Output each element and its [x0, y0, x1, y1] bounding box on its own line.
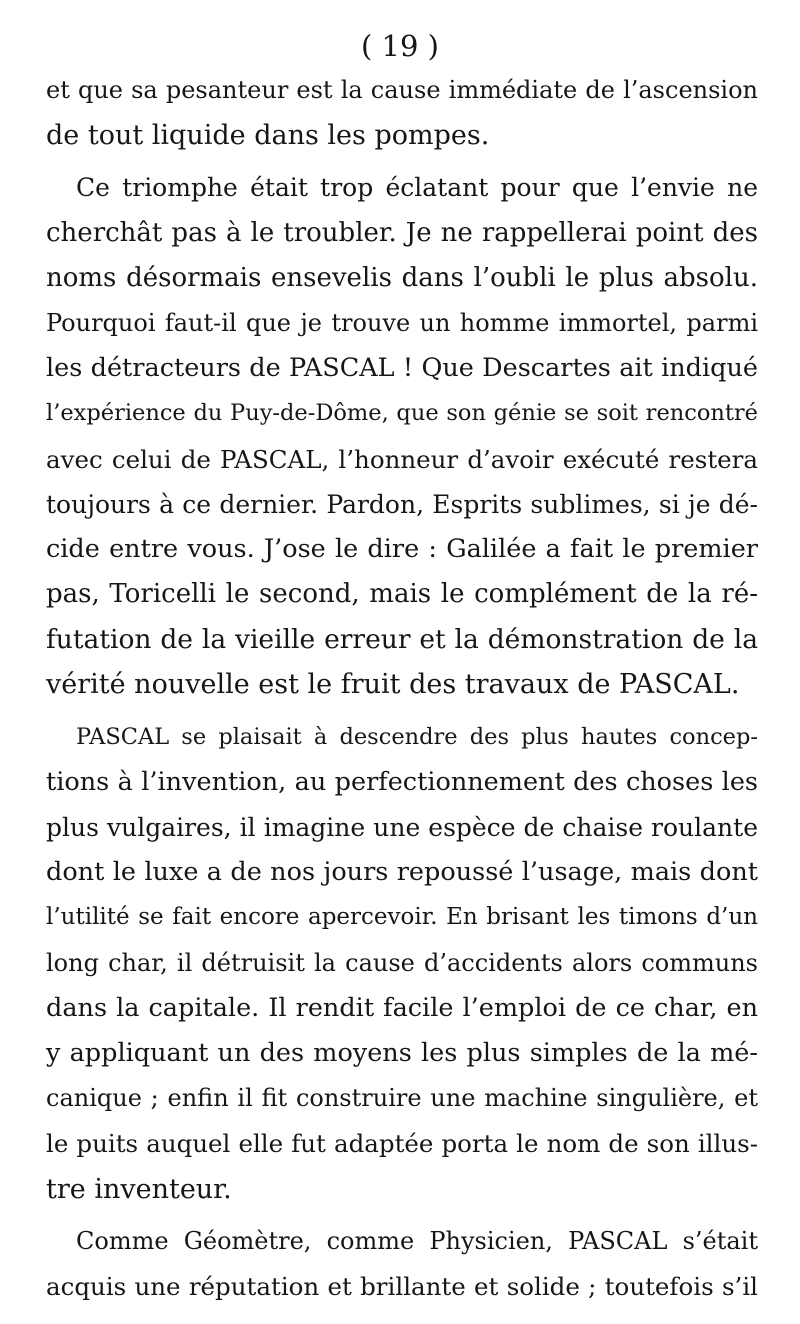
paragraph-4: [46, 1219, 758, 1309]
text-line: cherchât pas à le troubler. Je ne rappellerai point des: [46, 217, 758, 248]
text-line: futation de la vieille erreur et la démonstration de la: [46, 624, 758, 656]
text-line: noms désormais ensevelis dans l’oubli le plus absolu.: [46, 262, 758, 293]
paragraph-3: [46, 715, 758, 1212]
text-line: tions à l’invention, au perfectionnement des choses les: [46, 766, 758, 797]
text-line: plus vulgaires, il imagine une espèce de chaise roulante: [46, 813, 758, 842]
text-line: canique ; enfin il fit construire une machine singulière, et: [46, 1084, 758, 1113]
text-line: y appliquant un des moyens les plus simples de la mé-: [46, 1037, 758, 1068]
text-line: avec celui de PASCAL, l’honneur d’avoir exécuté restera: [46, 444, 758, 474]
text-line: le puits auquel elle fut adaptée porta le nom de son illus-: [46, 1129, 758, 1159]
text-line: tre inventeur.: [46, 1173, 232, 1205]
text-line: les détracteurs de PASCAL ! Que Descartes ait indiqué: [46, 353, 758, 384]
body-text: [46, 68, 758, 1309]
paragraph-1: [46, 68, 758, 158]
page-number: ( 19 ): [361, 29, 439, 63]
text-line: long char, il détruisit la cause d’accidents alors communs: [46, 948, 758, 977]
text-line: toujours à ce dernier. Pardon, Esprits sublimes, si je dé-: [46, 489, 758, 519]
text-line: de tout liquide dans les pompes.: [46, 120, 490, 152]
text-line: PASCAL se plaisait à descendre des plus hautes concep-: [76, 723, 758, 750]
text-line: l’utilité se fait encore apercevoir. En brisant les timons d’un: [46, 904, 758, 931]
text-line: vérité nouvelle est le fruit des travaux de PASCAL.: [46, 669, 740, 701]
text-line: acquis une réputation et brillante et solide ; toutefois s’il: [46, 1271, 758, 1301]
text-line: dans la capitale. Il rendit facile l’emploi de ce char, en: [46, 992, 758, 1023]
text-line: Pourquoi faut-il que je trouve un homme immortel, parmi: [46, 308, 758, 337]
text-line: cide entre vous. J’ose le dire : Galilée a fait le premier: [46, 533, 758, 564]
text-line: pas, Toricelli le second, mais le complément de la ré-: [46, 579, 758, 610]
text-line: Comme Géomètre, comme Physicien, PASCAL s’était: [76, 1226, 758, 1255]
text-line: Ce triomphe était trop éclatant pour que l’envie ne: [76, 173, 758, 203]
text-line: et que sa pesanteur est la cause immédiate de l’ascension: [46, 76, 758, 104]
text-line: l’expérience du Puy-de-Dôme, que son génie se soit rencontré: [46, 400, 758, 427]
text-line: dont le luxe a de nos jours repoussé l’usage, mais dont: [46, 857, 758, 888]
paragraph-2: [46, 165, 758, 707]
